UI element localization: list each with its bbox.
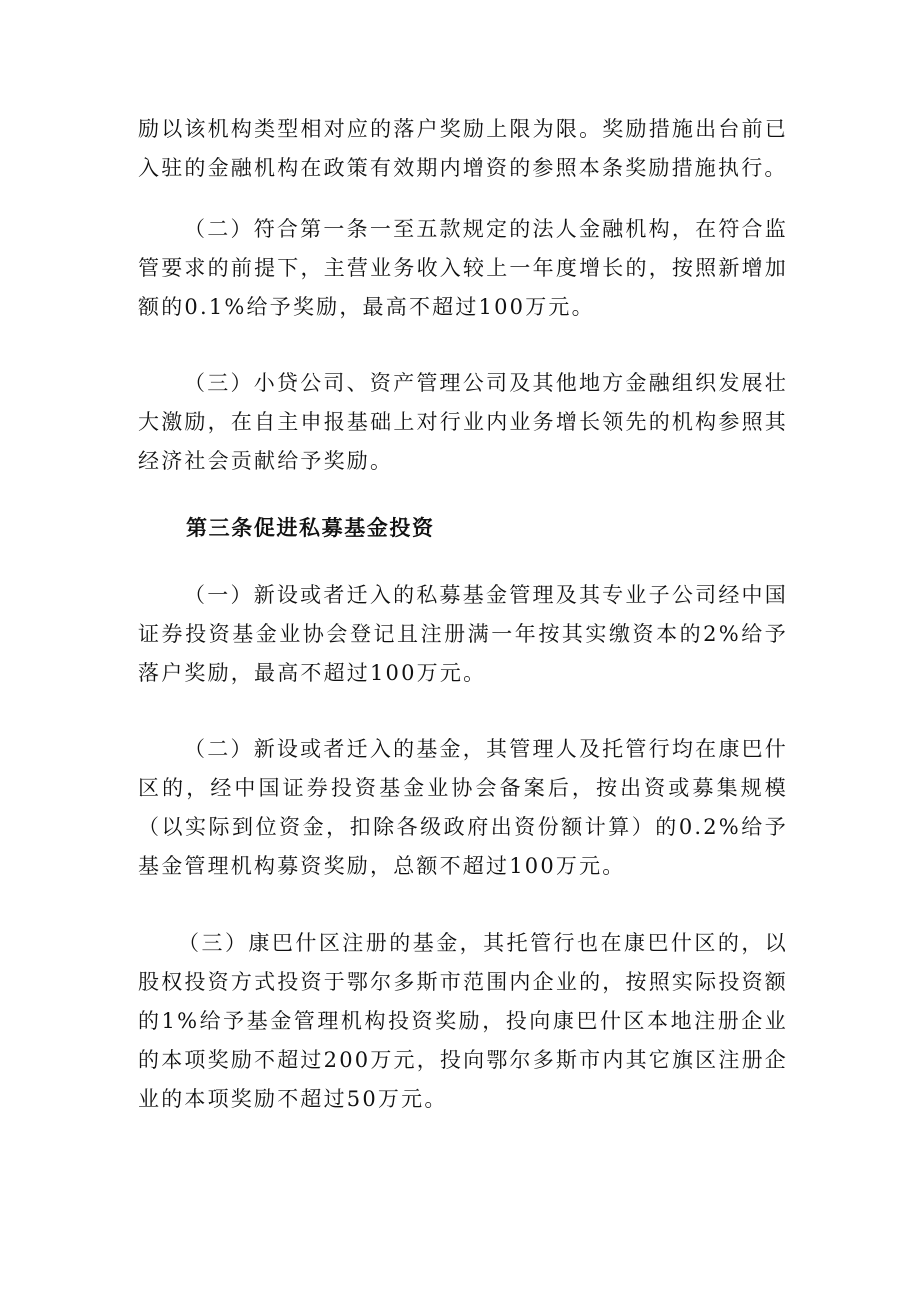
paragraph-article-3-item-3: （三）康巴什区注册的基金，其托管行也在康巴什区的，以股权投资方式投资于鄂尔多斯市范围内企业的，按照实际投资额的1%给予基金管理机构投资奖励，投向康巴什区本地注册企业的本项奖励不超过200万元，投向鄂尔多斯市内其它旗区注册企业的本项奖励不超过50万元。 (138, 931, 788, 1111)
paragraph-article-3-item-1: （一）新设或者迁入的私募基金管理及其专业子公司经中国证券投资基金业协会登记且注册满一年按其实缴资本的2%给予落户奖励，最高不超过100万元。 (138, 583, 788, 685)
section-heading-article-3: 第三条促进私募基金投资 (186, 515, 435, 540)
paragraph-article-3-item-2: （二）新设或者迁入的基金，其管理人及托管行均在康巴什区的，经中国证券投资基金业协会备案后，按出资或募集规模（以实际到位资金，扣除各级政府出资份额计算）的0.2%给予基金管理机构募资奖励，总额不超过100万元。 (138, 737, 788, 878)
paragraph-item-3-local-financial-organizations: （三）小贷公司、资产管理公司及其他地方金融组织发展壮大激励，在自主申报基础上对行业内业务增长领先的机构参照其经济社会贡献给予奖励。 (138, 371, 788, 473)
paragraph-item-2-legal-financial-institutions: （二）符合第一条一至五款规定的法人金融机构，在符合监管要求的前提下，主营业务收入较上一年度增长的，按照新增加额的0.1%给予奖励，最高不超过100万元。 (138, 217, 788, 319)
paragraph-reward-cap-continuation: 励以该机构类型相对应的落户奖励上限为限。奖励措施出台前已入驻的金融机构在政策有效期内增资的参照本条奖励措施执行。 (138, 117, 788, 180)
